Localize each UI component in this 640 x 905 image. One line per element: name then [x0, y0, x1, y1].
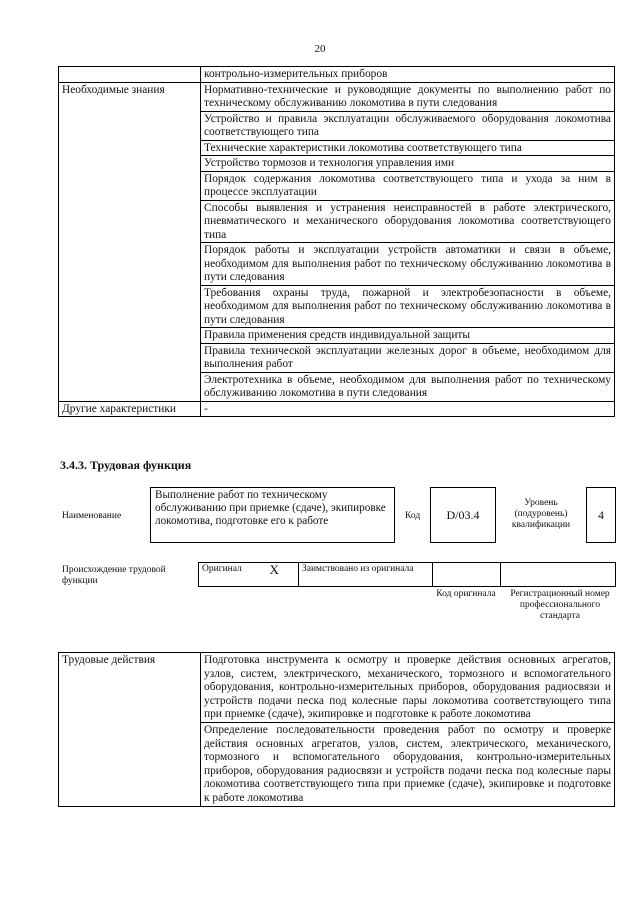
section-title: 3.4.3. Трудовая функция: [60, 458, 192, 472]
code-value-box: D/03.4: [430, 487, 496, 543]
original-code-cell: [433, 563, 501, 587]
reg-number-cell: [501, 563, 616, 587]
reg-caption: Регистрационный номер профессионального стандарта: [510, 589, 610, 621]
action-item: Определение последовательности проведения работ по осмотру и проверке действия основных агрегатов, узлов, систем, электрического, механического, тормозного и вспомогательного оборудования, контрольно-измерительных приборов, оборудования радиосвязи и устройств подачи песка под колесные пары локомотива соответствующего типа при приемке (сдаче), экипировке и подготовке к работе локомотива: [201, 722, 615, 806]
knowledge-item: Нормативно-технические и руководящие документы по выполнению работ по техническому обслуживанию локомотива в пути следования: [201, 82, 615, 111]
name-value-box: Выполнение работ по техническому обслуживанию при приемке (сдаче), экипировке локомотива, подготовке его к работе: [150, 487, 395, 543]
action-item: Подготовка инструмента к осмотру и проверке действия основных агрегатов, узлов, систем, электрического, механического, тормозного и вспомогательного оборудования, контрольно-измерительных приборов, оборудования радиосвязи и устройств подачи песка под колесные пары локомотива соответствующего типа при приемке (сдаче), экипировке и подготовке к работе локомотива: [201, 653, 615, 723]
knowledge-table: [58, 66, 615, 417]
knowledge-item: Устройство тормозов и технология управления ими: [201, 156, 615, 172]
origin-table: [198, 562, 616, 587]
table-row: [59, 67, 615, 83]
code-label: Код: [405, 511, 421, 521]
knowledge-item: Способы выявления и устранения неисправностей в работе электрического, пневматического и механического оборудования локомотива соответствующего типа: [201, 200, 615, 243]
knowledge-item: Правила применения средств индивидуальной защиты: [201, 328, 615, 344]
continuation-cell: контрольно-измерительных приборов: [201, 67, 615, 83]
actions-label: Трудовые действия: [59, 653, 201, 807]
original-label: Оригинал: [199, 563, 267, 587]
knowledge-item: Порядок работы и эксплуатации устройств автоматики и связи в объеме, необходимом для выполнения работ по техническому обслуживанию локомотива в пути следования: [201, 243, 615, 286]
table-row: [59, 401, 615, 417]
table-row: [59, 653, 615, 723]
original-mark: X: [267, 563, 299, 587]
borrowed-label: Заимствовано из оригинала: [299, 563, 433, 587]
other-value: -: [201, 401, 615, 417]
level-value-box: 4: [586, 487, 616, 543]
other-label: Другие характеристики: [59, 401, 201, 417]
knowledge-item: Требования охраны труда, пожарной и электробезопасности в объеме, необходимом для выполнения работ по техническому обслуживанию локомотива в пути следования: [201, 285, 615, 328]
knowledge-item: Электротехника в объеме, необходимом для выполнения работ по техническому обслуживанию локомотива в пути следования: [201, 372, 615, 401]
knowledge-item: Технические характеристики локомотива соответствующего типа: [201, 140, 615, 156]
knowledge-item: Устройство и правила эксплуатации обслуживаемого оборудования локомотива соответствующего типа: [201, 111, 615, 140]
code-caption: Код оригинала: [436, 589, 496, 599]
knowledge-label: Необходимые знания: [59, 82, 201, 401]
knowledge-item: Порядок содержания локомотива соответствующего типа и ухода за ним в процессе эксплуатации: [201, 171, 615, 200]
origin-label: Происхождение трудовой функции: [62, 565, 166, 586]
actions-table: [58, 652, 615, 807]
empty-cell: [59, 67, 201, 83]
table-row: [59, 82, 615, 111]
page-number: 20: [314, 43, 326, 55]
level-label: Уровень (подуровень) квалификации: [511, 498, 571, 530]
name-label: Наименование: [62, 511, 122, 521]
knowledge-item: Правила технической эксплуатации железных дорог в объеме, необходимом для выполнения работ: [201, 343, 615, 372]
table-row: [199, 563, 616, 587]
